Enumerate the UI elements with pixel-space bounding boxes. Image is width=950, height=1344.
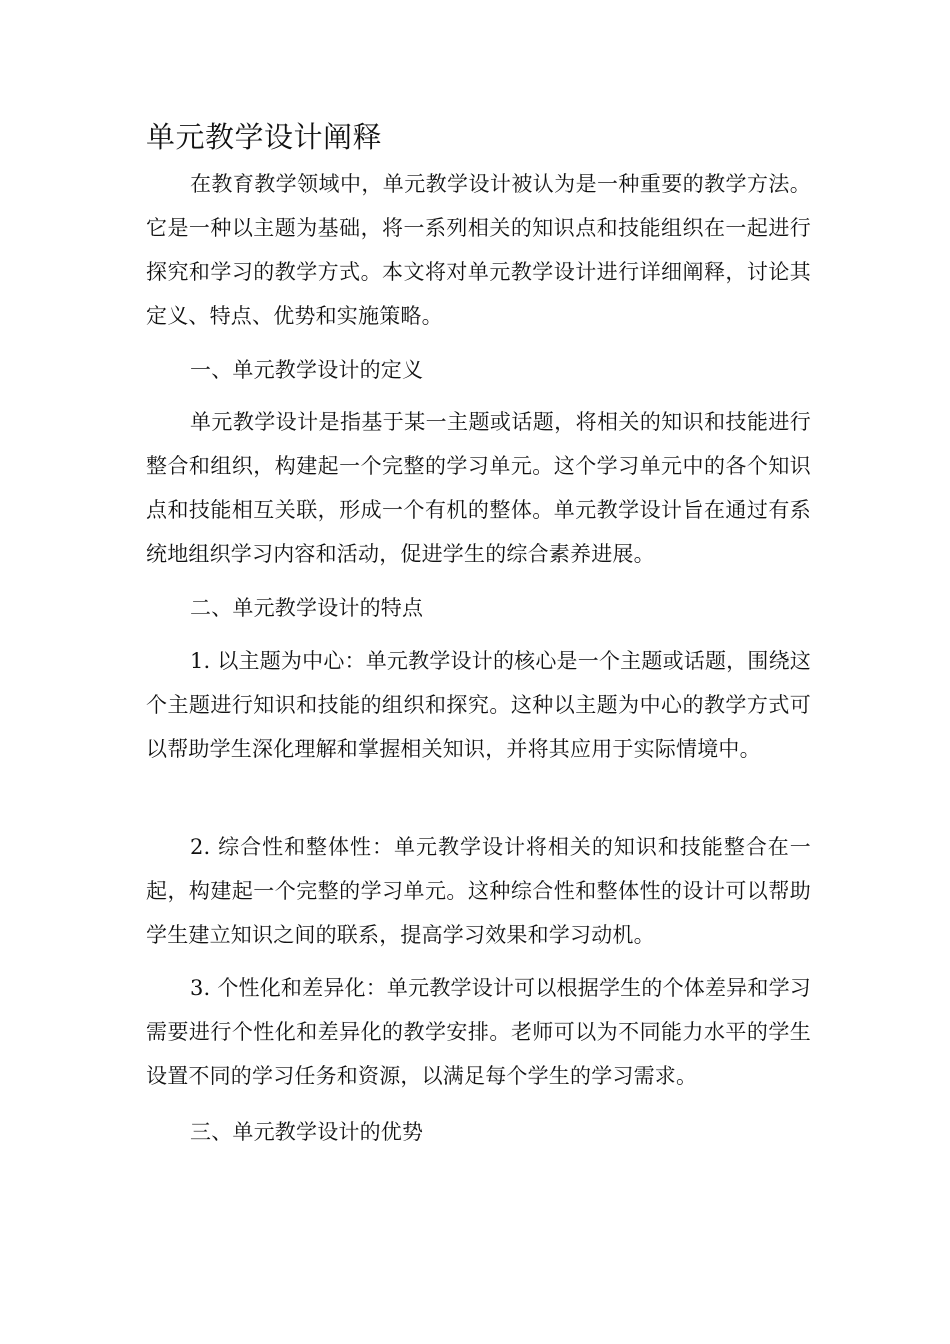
feature-item-3: 3. 个性化和差异化：单元教学设计可以根据学生的个体差异和学习需要进行个性化和差异化的教学安排。老师可以为不同能力水平的学生设置不同的学习任务和资源，以满足每个学生的学习需求。 [146, 976, 811, 1088]
document-title: 单元教学设计阐释 [146, 120, 383, 154]
section-heading-features: 二、单元教学设计的特点 [190, 596, 424, 620]
intro-paragraph: 在教育教学领域中，单元教学设计被认为是一种重要的教学方法。它是一种以主题为基础，将一系列相关的知识点和技能组织在一起进行探究和学习的教学方式。本文将对单元教学设计进行详细阐释，讨论其定义、特点、优势和实施策略。 [146, 172, 811, 328]
feature-item-2: 2. 综合性和整体性：单元教学设计将相关的知识和技能整合在一起，构建起一个完整的学习单元。这种综合性和整体性的设计可以帮助学生建立知识之间的联系，提高学习效果和学习动机。 [146, 835, 811, 947]
section-heading-advantages: 三、单元教学设计的优势 [190, 1120, 424, 1144]
feature-item-1: 1. 以主题为中心：单元教学设计的核心是一个主题或话题，围绕这个主题进行知识和技能的组织和探究。这种以主题为中心的教学方式可以帮助学生深化理解和掌握相关知识，并将其应用于实际情境中。 [146, 649, 811, 761]
definition-paragraph: 单元教学设计是指基于某一主题或话题，将相关的知识和技能进行整合和组织，构建起一个完整的学习单元。这个学习单元中的各个知识点和技能相互关联，形成一个有机的整体。单元教学设计旨在通过有系统地组织学习内容和活动，促进学生的综合素养进展。 [146, 410, 811, 566]
section-heading-definition: 一、单元教学设计的定义 [190, 358, 424, 382]
